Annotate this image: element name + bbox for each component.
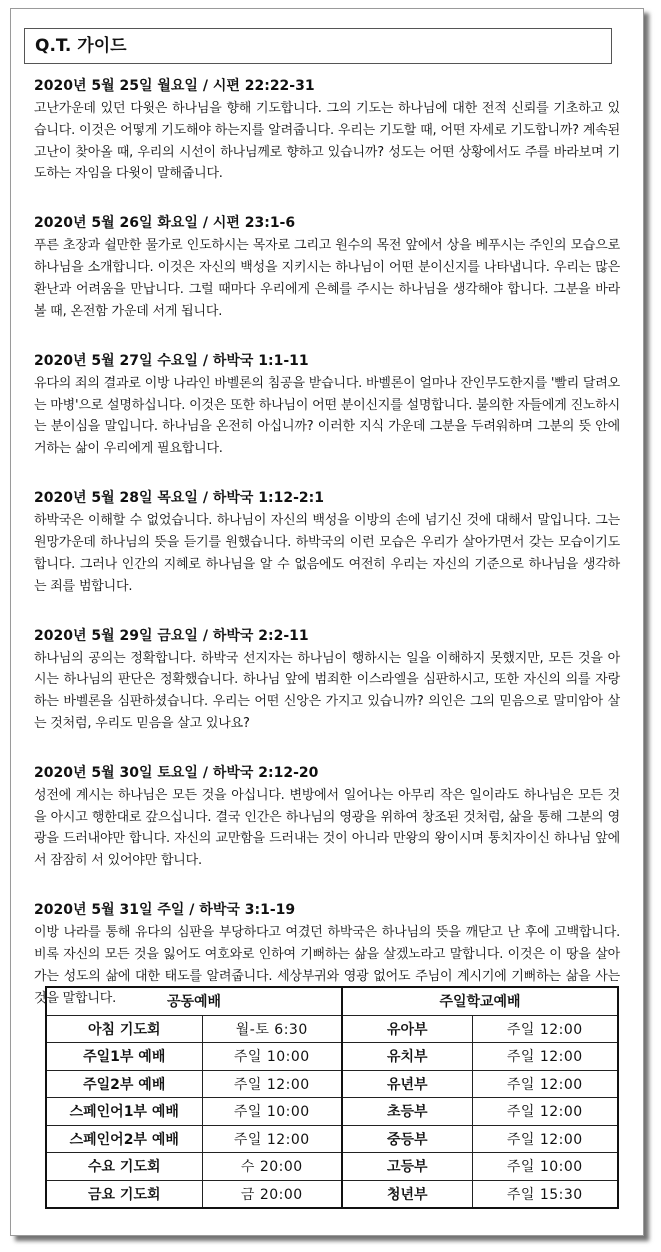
entry-title: 2020년 5월 27일 수요일 / 하박국 1:1-11 xyxy=(34,352,309,369)
qt-entry xyxy=(34,74,620,185)
service-name: 스페인어2부 예배 xyxy=(46,1125,202,1153)
department-name: 유아부 xyxy=(342,1015,472,1043)
entry-body: 하박국은 이해할 수 없었습니다. 하나님이 자신의 백성을 이방의 손에 넘기신 것에 대해서 말입니다. 그는 원망가운데 하나님의 뜻을 듣기를 원했습니다. 하박국의 이런 모습은 우리가 살아가면서 갖는 모습이기도 합니다. 그러나 인간의 지혜로 하나님을 알 수 없음에도 여전히 우리는 자신의 기준으로 하나님을 생각하는 죄를 범합니다. xyxy=(34,513,620,594)
department-name: 중등부 xyxy=(342,1125,472,1153)
entry-body: 하나님의 공의는 정확합니다. 하박국 선지자는 하나님이 행하시는 일을 이해하지 못했지만, 모든 것을 아시는 하나님의 판단은 정확했습니다. 하나님 앞에 범죄한 이스라엘을 심판하시고, 또한 자신의 의를 자랑하는 바벨론을 심판하셨습니다. 우리는 어떤 신앙은 가지고 있습니까? 의인은 그의 믿음으로 말미암아 살는 것처럼, 우리도 믿음을 살고 있나요? xyxy=(34,650,620,731)
entry-body: 성전에 계시는 하나님은 모든 것을 아십니다. 변방에서 일어나는 아무리 작은 일이라도 하나님은 모든 것을 아시고 행한대로 갚으십니다. 결국 인간은 하나님의 영광을 위하여 창조된 것처럼, 삶을 통해 그분의 영광을 드러내야만 합니다. 자신의 교만함을 드러내는 것이 아니라 만왕의 왕이시며 통치자이신 하나님 앞에서 잠잠히 서 있어야만 합니다. xyxy=(34,787,620,869)
service-name: 주일1부 예배 xyxy=(46,1043,202,1071)
entry-body: 유다의 죄의 결과로 이방 나라인 바벨론의 침공을 받습니다. 바벨론이 얼마나 잔인무도한지를 '빨리 달려오는 마병'으로 설명하십니다. 이것은 또한 하나님이 어떤 분이신지를 설명합니다. 불의한 자들에게 진노하시는 분이심을 말입니다. 하나님을 온전히 아십니까? 이러한 지식 가운데 그분을 두려워하며 그분의 뜻 안에 거하는 삶이 우리에게 필요합니다. xyxy=(34,375,620,457)
column-header-sunday-school: 주일학교예배 xyxy=(342,987,618,1015)
entry-body: 이방 나라를 통해 유다의 심판을 부당하다고 여겼던 하박국은 하나님의 뜻을 깨닫고 난 후에 고백합니다. 비록 자신의 모든 것을 잃어도 여호와로 인하여 기뻐하는 삶을 살겠노라고 말합니다. 이것은 이 땅을 살아가는 성도의 삶에 대한 태도를 알려줍니다. 세상부귀와 영광 없어도 주님이 계시기에 기뻐하는 삶을 사는 것을 말합니다. xyxy=(34,925,620,1006)
entry-title: 2020년 5월 26일 화요일 / 시편 23:1-6 xyxy=(34,215,296,232)
department-name: 청년부 xyxy=(342,1180,472,1208)
service-name: 스페인어1부 예배 xyxy=(46,1098,202,1126)
entry-title: 2020년 5월 31일 주일 / 하박국 3:1-19 xyxy=(34,902,296,919)
entry-title: 2020년 5월 30일 토요일 / 하박국 2:12-20 xyxy=(34,764,319,781)
department-name: 초등부 xyxy=(342,1098,472,1126)
service-time: 월-토 6:30 xyxy=(202,1015,342,1043)
service-time: 주일 12:00 xyxy=(202,1125,342,1153)
service-name: 주일2부 예배 xyxy=(46,1070,202,1098)
department-time: 주일 12:00 xyxy=(472,1015,618,1043)
table-row xyxy=(46,1180,618,1208)
department-time: 주일 12:00 xyxy=(472,1070,618,1098)
table-row xyxy=(46,1070,618,1098)
worship-schedule-table xyxy=(45,986,619,1209)
service-time: 금 20:00 xyxy=(202,1180,342,1208)
qt-entry xyxy=(34,486,620,597)
department-time: 주일 12:00 xyxy=(472,1043,618,1071)
service-time: 주일 10:00 xyxy=(202,1043,342,1071)
department-name: 유년부 xyxy=(342,1070,472,1098)
department-time: 주일 12:00 xyxy=(472,1098,618,1126)
table-row xyxy=(46,1098,618,1126)
qt-entry xyxy=(34,761,620,872)
qt-entry xyxy=(34,211,620,322)
department-time: 주일 15:30 xyxy=(472,1180,618,1208)
service-name: 아침 기도회 xyxy=(46,1015,202,1043)
service-time: 주일 10:00 xyxy=(202,1098,342,1126)
department-time: 주일 10:00 xyxy=(472,1153,618,1181)
table-row xyxy=(46,1043,618,1071)
service-name: 금요 기도회 xyxy=(46,1180,202,1208)
table-row xyxy=(46,1125,618,1153)
entry-title: 2020년 5월 25일 월요일 / 시편 22:22-31 xyxy=(34,78,315,94)
table-header-row xyxy=(46,987,618,1015)
service-time: 주일 12:00 xyxy=(202,1070,342,1098)
table-row xyxy=(46,1153,618,1181)
table-row xyxy=(46,1015,618,1043)
column-header-worship: 공동예배 xyxy=(46,987,342,1015)
entry-title: 2020년 5월 29일 금요일 / 하박국 2:2-11 xyxy=(34,627,309,644)
entry-body: 푸른 초장과 쉴만한 물가로 인도하시는 목자로 그리고 원수의 목전 앞에서 상을 베푸시는 주인의 모습으로 하나님을 소개합니다. 이것은 자신의 백성을 지키시는 하나님이 어떤 분이신지를 나타냅니다. 우리는 많은 환난과 어려움을 만납니다. 그럴 때마다 우리에게 은혜를 주시는 하나님을 생각해야 합니다. 그분을 바라볼 때, 온전함 가운데 서게 됩니다. xyxy=(34,238,620,319)
qt-entry xyxy=(34,349,620,460)
entry-body: 고난가운데 있던 다윗은 하나님을 향해 기도합니다. 그의 기도는 하나님에 대한 전적 신뢰를 기초하고 있습니다. 이것은 어떻게 기도해야 하는지를 알려줍니다. 우리는 기도할 때, 어떤 자세로 기도합니까? 계속된 고난이 찾아올 때, 우리의 시선이 하나님께로 향하고 있습니까? 성도는 어떤 상황에서도 주를 바라보며 기도하는 자임을 다윗이 말해줍니다. xyxy=(34,101,620,182)
qt-entry xyxy=(34,624,620,735)
page-title: Q.T. 가이드 xyxy=(24,28,612,64)
department-time: 주일 12:00 xyxy=(472,1125,618,1153)
service-time: 수 20:00 xyxy=(202,1153,342,1181)
qt-entries xyxy=(34,74,620,1036)
service-name: 수요 기도회 xyxy=(46,1153,202,1181)
entry-title: 2020년 5월 28일 목요일 / 하박국 1:12-2:1 xyxy=(34,490,324,507)
department-name: 고등부 xyxy=(342,1153,472,1181)
department-name: 유치부 xyxy=(342,1043,472,1071)
